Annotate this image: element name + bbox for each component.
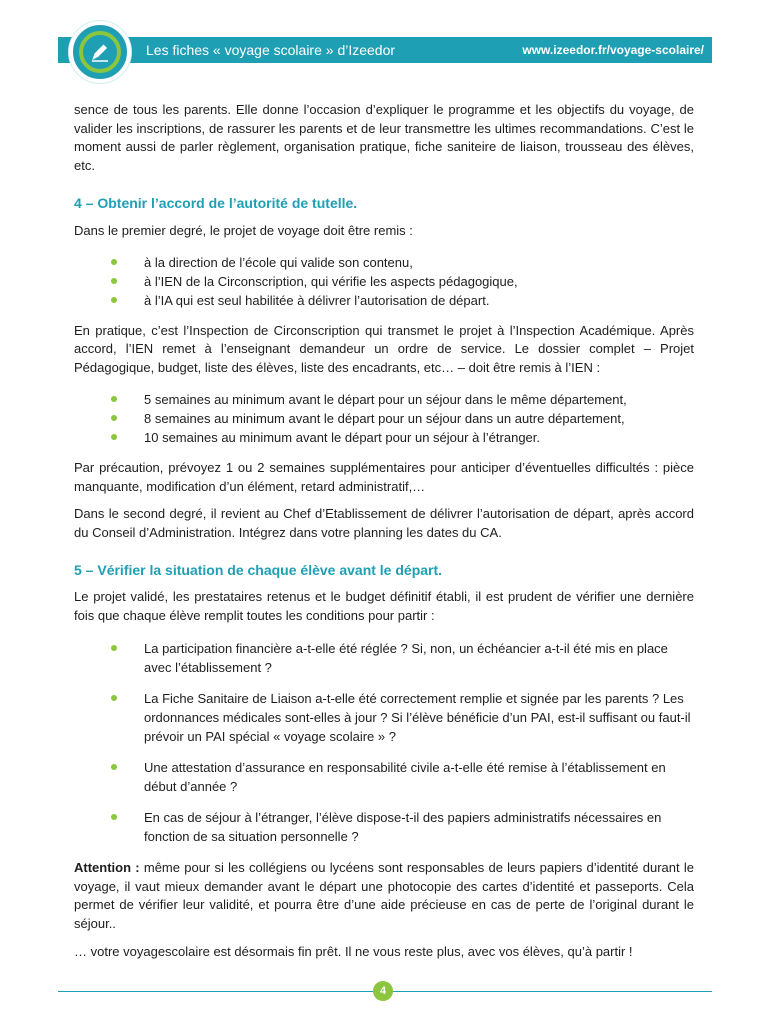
list-item xyxy=(74,291,694,310)
section-5-title: 5 – Vérifier la situation de chaque élève avant le départ. xyxy=(74,562,443,578)
main-content xyxy=(74,101,694,962)
list-item-text: à l’IA qui est seul habilitée à délivrer l’autorisation de départ. xyxy=(144,292,490,308)
section-4-lead: Dans le premier degré, le projet de voyage doit être remis : xyxy=(74,223,413,238)
list-item-text: 10 semaines au minimum avant le départ pour un séjour à l’étranger. xyxy=(144,430,540,445)
list-item xyxy=(74,689,694,746)
bullet-dot-icon xyxy=(111,814,117,820)
intro-paragraph: sence de tous les parents. Elle donne l’occasion d’expliquer le programme et les objectifs du voyage, de valider les inscriptions, de rassurer les parents et de leur transmettre les ultimes recommandations. C’est le moment aussi de parler règlement, organisation pratique, fiche saniteire de liaison, trousseau des élèves, etc. xyxy=(74,102,694,173)
attention-text: même pour si les collégiens ou lycéens sont responsables de leurs papiers d’identité durant le voyage, il vaut mieux demander avant le départ une photocopie des cartes d’identité et passeports. Cela permet de vérifier leur validité, et pourra être d’une aide précieuse en cas de perte de l’original durant le séjour.. xyxy=(74,860,694,931)
bullet-dot-icon xyxy=(111,415,117,421)
section-4-paragraph-3: Par précaution, prévoyez 1 ou 2 semaines supplémentaires pour anticiper d’éventuelles difficultés : pièce manquante, modification d’un élément, retard administratif,… xyxy=(74,460,694,494)
bullet-dot-icon xyxy=(111,396,117,402)
list-item xyxy=(74,272,694,291)
closing-paragraph: … votre voyagescolaire est désormais fin prêt. Il ne vous reste plus, avec vos élèves, qu’à partir ! xyxy=(74,944,633,959)
authority-list xyxy=(74,253,694,310)
list-item xyxy=(74,409,694,428)
list-item-text: 8 semaines au minimum avant le départ pour un séjour dans un autre département, xyxy=(144,411,625,426)
bullet-dot-icon xyxy=(111,764,117,770)
deadline-list xyxy=(74,390,694,447)
pencil-icon xyxy=(89,41,111,63)
page-number: 4 xyxy=(373,981,393,1001)
attention-paragraph xyxy=(74,859,694,933)
list-item xyxy=(74,390,694,409)
bullet-dot-icon xyxy=(111,278,117,284)
section-5-lead: Le projet validé, les prestataires retenus et le budget définitif établi, il est prudent de vérifier une dernière fois que chaque élève remplit toutes les conditions pour partir : xyxy=(74,589,694,623)
bullet-dot-icon xyxy=(111,645,117,651)
section-4-title: 4 – Obtenir l’accord de l’autorité de tutelle. xyxy=(74,195,358,211)
logo-ring xyxy=(79,31,121,73)
list-item xyxy=(74,253,694,272)
bullet-dot-icon xyxy=(111,695,117,701)
list-item xyxy=(74,428,694,447)
list-item xyxy=(74,639,694,677)
list-item-text: En cas de séjour à l’étranger, l’élève dispose-t-il des papiers administratifs nécessaires en fonction de sa situation personnelle ? xyxy=(144,810,662,844)
izeedor-logo xyxy=(69,21,131,83)
list-item xyxy=(74,758,694,796)
section-4-paragraph-4: Dans le second degré, il revient au Chef d’Etablissement de délivrer l’autorisation de départ, après accord du Conseil d’Administration. Intégrez dans votre planning les dates du CA. xyxy=(74,506,694,540)
list-item-text: à la direction de l’école qui valide son contenu, xyxy=(144,254,413,270)
list-item-text: La Fiche Sanitaire de Liaison a-t-elle été correctement remplie et signée par les parents ? Les ordonnances médicales sont-elles à jour ? Si l’élève bénéficie d’un PAI, est-il suffisant ou faut-il prévoir un PAI spécial « voyage scolaire » ? xyxy=(144,691,691,744)
list-item-text: à l’IEN de la Circonscription, qui vérifie les aspects pédagogique, xyxy=(144,273,518,289)
attention-label: Attention : xyxy=(74,860,140,875)
bullet-dot-icon xyxy=(111,297,117,303)
checklist xyxy=(74,639,694,846)
bullet-dot-icon xyxy=(111,259,117,265)
section-4-paragraph-2: En pratique, c’est l’Inspection de Circonscription qui transmet le projet à l’Inspection Académique. Après accord, l’IEN remet à l’enseignant demandeur un ordre de service. Le dossier complet – Projet Pédagogique, budget, liste des élèves, liste des encadrants, etc… – doit être remis à l’IEN : xyxy=(74,322,694,375)
list-item-text: La participation financière a-t-elle été réglée ? Si, non, un échéancier a-t-il été mis en place avec l’établissement ? xyxy=(144,641,668,675)
list-item xyxy=(74,808,694,846)
bullet-dot-icon xyxy=(111,434,117,440)
header-url[interactable]: www.izeedor.fr/voyage-scolaire/ xyxy=(522,43,704,57)
list-item-text: 5 semaines au minimum avant le départ pour un séjour dans le même département, xyxy=(144,392,627,407)
list-item-text: Une attestation d’assurance en responsabilité civile a-t-elle été remise à l’établissement en début d’année ? xyxy=(144,760,666,794)
header-title: Les fiches « voyage scolaire » d’Izeedor xyxy=(146,42,396,58)
